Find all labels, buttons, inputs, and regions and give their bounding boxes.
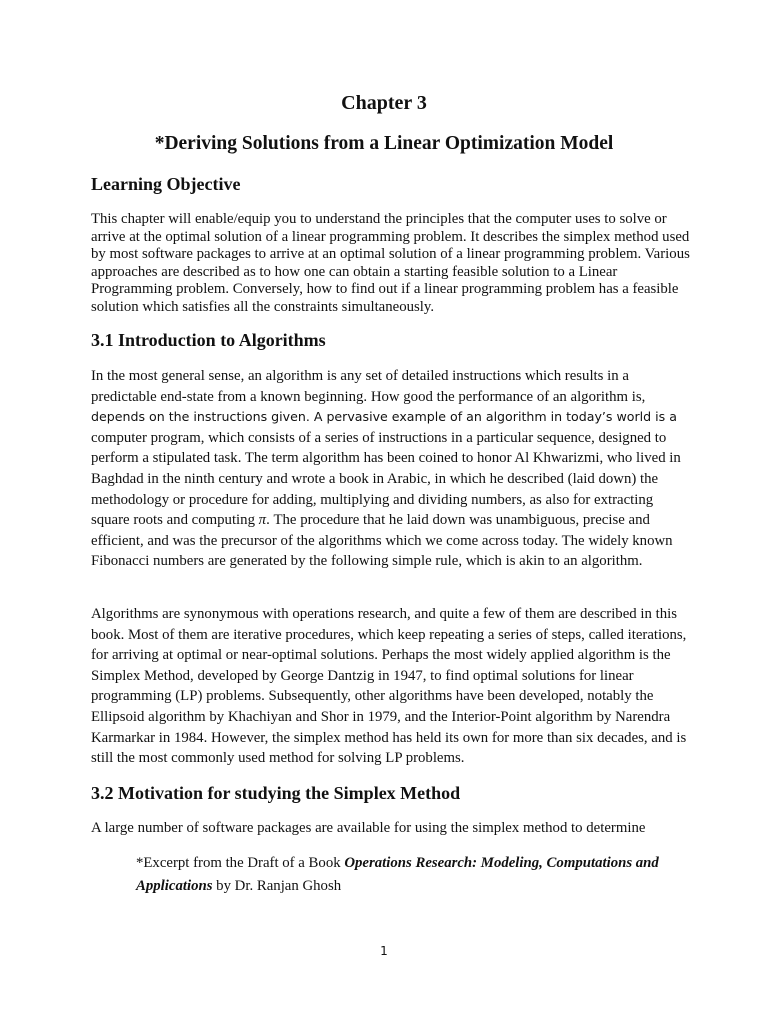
footnote [136, 852, 696, 897]
section-3-1-paragraph-2: Algorithms are synonymous with operations research, and quite a few of them are described in this book. Most of them are iterative procedures, which keep repeating a series of steps, called iterations, for arriving at optimal or near-optimal solutions. Perhaps the most widely applied algorithm is the Simplex Method, developed by George Dantzig in 1947, to find optimal solutions for linear programming (LP) problems. Subsequently, other algorithms have been developed, notably the Ellipsoid algorithm by Khachiyan and Shor in 1979, and the Interior-Point algorithm by Narendra Karmarkar in 1984. However, the simplex method has held its own for more than six decades, and is still the most commonly used method for solving LP problems. [91, 606, 687, 767]
section-3-1-paragraph-1 [91, 366, 691, 572]
footnote-book-title: Operations Research: Modeling, Computations and Applications [136, 855, 659, 894]
para-1-text-d: . The procedure that he laid down was unambiguous, precise and efficient, and was the precursor of the algorithms which we come across today. The widely known Fibonacci numbers are generated by the following simple rule, which is akin to an algorithm. [91, 512, 673, 570]
para-1-text-a: In the most general sense, an algorithm is any set of detailed instructions which results in a predictable end-state from a known beginning. How good the performance of an algorithm is, [91, 368, 646, 405]
section-3-2-paragraph: A large number of software packages are available for using the simplex method to determine [91, 820, 646, 836]
section-3-1-heading: 3.1 Introduction to Algorithms [91, 330, 326, 350]
page-number: 1 [380, 944, 388, 958]
chapter-title: *Deriving Solutions from a Linear Optimization Model [154, 133, 614, 154]
para-1-text-c: computer program, which consists of a series of instructions in a particular sequence, designed to perform a stipulated task. The term algorithm has been coined to honor Al Khwarizmi, who lived in Baghdad in the ninth century and wrote a book in Arabic, in which he described (laid down) the methodology or procedure for adding, multiplying and dividing numbers, as also for extracting square roots and computing [91, 429, 681, 529]
learning-objective-paragraph: This chapter will enable/equip you to understand the principles that the computer uses to solve or arrive at the optimal solution of a linear programming problem. It describes the simplex method used by most software packages to arrive at an optimal solution of a linear programming problem. Various approaches are described as to how one can obtain a starting feasible solution to a Linear Programming problem. Conversely, how to find out if a linear programming problem has a feasible solution which satisfies all the constraints simultaneously. [91, 211, 690, 315]
section-3-2-heading: 3.2 Motivation for studying the Simplex Method [91, 783, 461, 803]
pi-symbol: π [258, 512, 267, 529]
para-1-text-b: depends on the instructions given. A pervasive example of an algorithm in today’s world is a [91, 409, 677, 425]
learning-objective-heading: Learning Objective [91, 174, 241, 194]
chapter-label: Chapter 3 [341, 92, 427, 114]
footnote-prefix: *Excerpt from the Draft of a Book [136, 855, 345, 871]
footnote-suffix: by Dr. Ranjan Ghosh [212, 877, 342, 894]
